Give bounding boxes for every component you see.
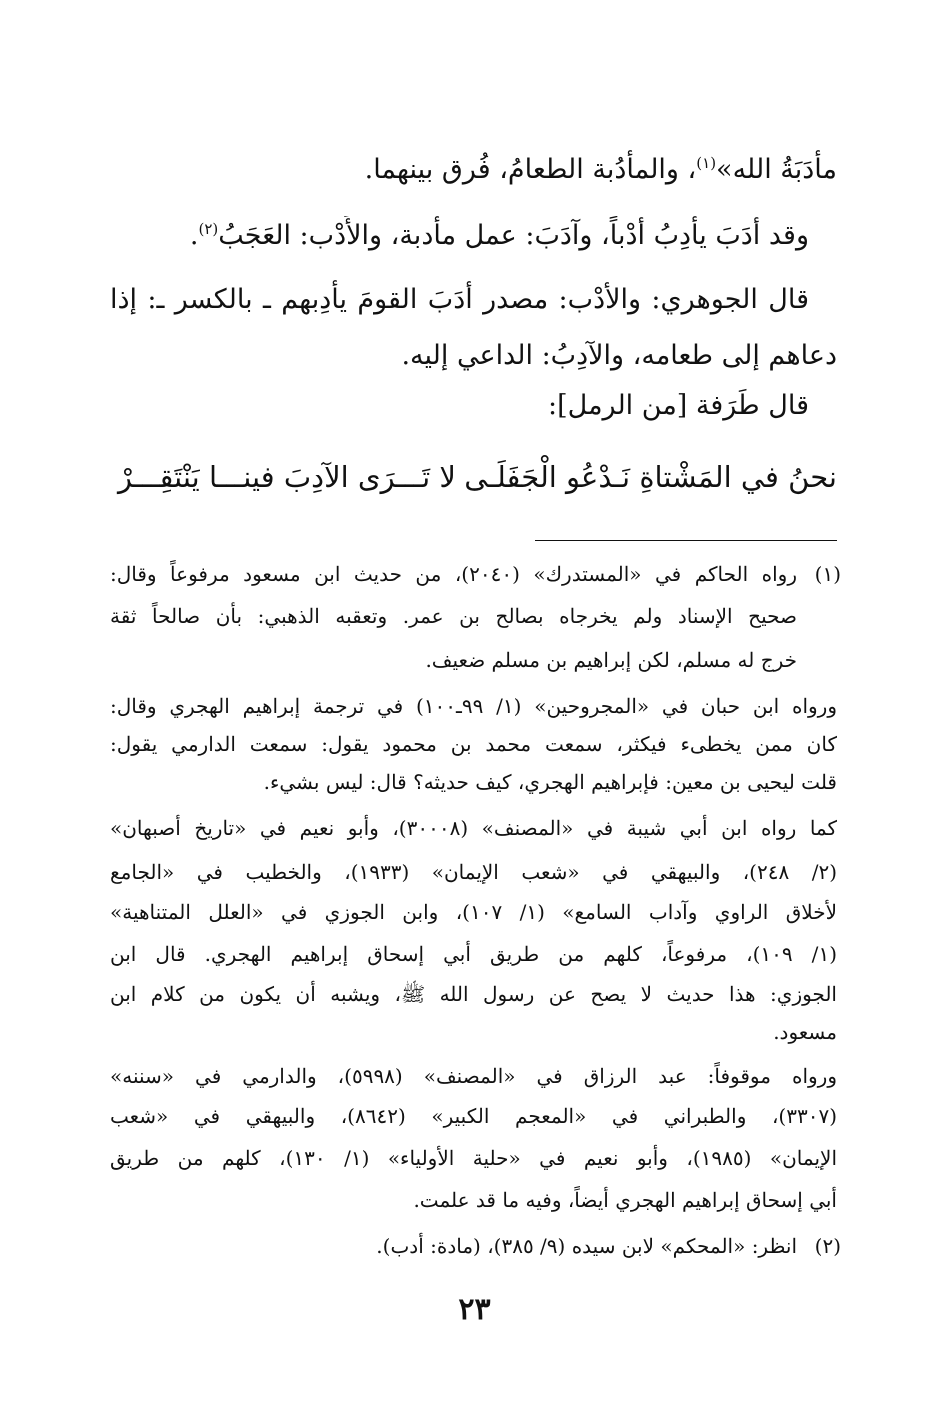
footnote-1-para4-line: ورواه موقوفاً: عبد الرزاق في «المصنف» (٥٩٩٨)، والدارمي في «سننه» xyxy=(110,1064,837,1088)
main-line-3: قال الجوهري: والأدْب: مصدر أَدَبَ القومَ يأدِبهم ـ بالكسر ـ: إذا xyxy=(110,284,809,315)
main-line-4: دعاهم إلى طعامه، والآدِبُ: الداعي إليه. xyxy=(401,340,837,371)
footnote-separator xyxy=(535,540,837,541)
footnote-1-para4-line: الإيمان» (١٩٨٥)، وأبو نعيم في «حلية الأولياء» (١/ ١٣٠)، كلهم من طريق xyxy=(110,1146,837,1170)
footnote-1-para4-line: أبي إسحاق إبراهيم الهجري أيضاً، وفيه ما قد علمت. xyxy=(413,1188,837,1212)
main-line-1 xyxy=(110,150,837,190)
footnote-1-para3-line: (٢/ ٢٤٨)، والبيهقي في «شعب الإيمان» (١٩٣٣)، والخطيب في «الجامع xyxy=(110,860,837,884)
footnote-1-para3-line: مسعود. xyxy=(773,1020,837,1044)
footnote-1-line: رواه الحاكم في «المستدرك» (٢٠٤٠)، من حديث ابن مسعود مرفوعاً وقال: xyxy=(110,562,797,586)
verse-first-hemistich: نحنُ في المَشْتاةِ نَـدْعُو الْجَفَلَـى xyxy=(464,460,837,494)
footnote-ref-1[interactable]: (١) xyxy=(696,154,717,172)
footnote-1-para3-line: لأخلاق الراوي وآداب السامع» (١/ ١٠٧)، وابن الجوزي في «العلل المتناهية» xyxy=(110,900,837,924)
footnote-1-para3-line: كما رواه ابن أبي شيبة في «المصنف» (٣٠٠٠٨)، وأبو نعيم في «تاريخ أصبهان» xyxy=(110,816,837,840)
main-line-1-rest: ، والمأدُبة الطعامُ، فُرق بينهما. xyxy=(364,154,697,185)
footnote-1-para2-line: قلت ليحيى بن معين: فإبراهيم الهجري، كيف حديثه؟ قال: ليس بشيء. xyxy=(263,770,837,794)
page-number: ٢٣ xyxy=(458,1292,491,1327)
footnote-1-line: خرج له مسلم، لكن إبراهيم بن مسلم ضعيف. xyxy=(425,648,797,672)
footnote-1-line: صحيح الإسناد ولم يخرجاه بصالح بن عمر. وتعقبه الذهبي: بأن صالحاً ثقة xyxy=(110,604,797,628)
footnote-1-para2-line: كان ممن يخطىء فيكثر، سمعت محمد بن محمود يقول: سمعت الدارمي يقول: xyxy=(110,732,837,756)
verse-second-hemistich: لا تَـــرَى الآدِبَ فينـــا يَنْتَقِـــرْ xyxy=(118,460,456,494)
main-line-5: قال طَرَفة [من الرمل]: xyxy=(548,390,809,421)
footnote-1-para3-line: الجوزي: هذا حديث لا يصح عن رسول الله ﷺ، ويشبه أن يكون من كلام ابن xyxy=(110,982,837,1006)
footnote-1-para2-line: ورواه ابن حبان في «المجروحين» (١/ ٩٩ـ١٠٠) في ترجمة إبراهيم الهجري وقال: xyxy=(110,694,837,718)
main-line-1-text: مأدَبَةُ الله» xyxy=(716,154,837,185)
footnote-1-para3-line: (١/ ١٠٩)، مرفوعاً، كلهم من طريق أبي إسحاق إبراهيم الهجري. قال ابن xyxy=(110,942,837,966)
footnote-1-number: (١) xyxy=(814,562,841,586)
footnote-2-text: انظر: «المحكم» لابن سيده (٩/ ٣٨٥)، (مادة: أدب). xyxy=(376,1234,797,1258)
main-line-2 xyxy=(110,216,809,256)
footnote-2-number: (٢) xyxy=(814,1234,841,1258)
footnote-1-para4-line: (٣٣٠٧)، والطبراني في «المعجم الكبير» (٨٦٤٢)، والبيهقي في «شعب xyxy=(110,1104,837,1128)
main-line-2-end: . xyxy=(189,220,199,251)
main-line-2-text: وقد أَدَبَ يأدِبُ أَدْباً، وآدَبَ: عمل مأدبة، والأَدْب: العَجَبُ xyxy=(218,220,809,251)
footnote-ref-2[interactable]: (٢) xyxy=(198,220,219,238)
